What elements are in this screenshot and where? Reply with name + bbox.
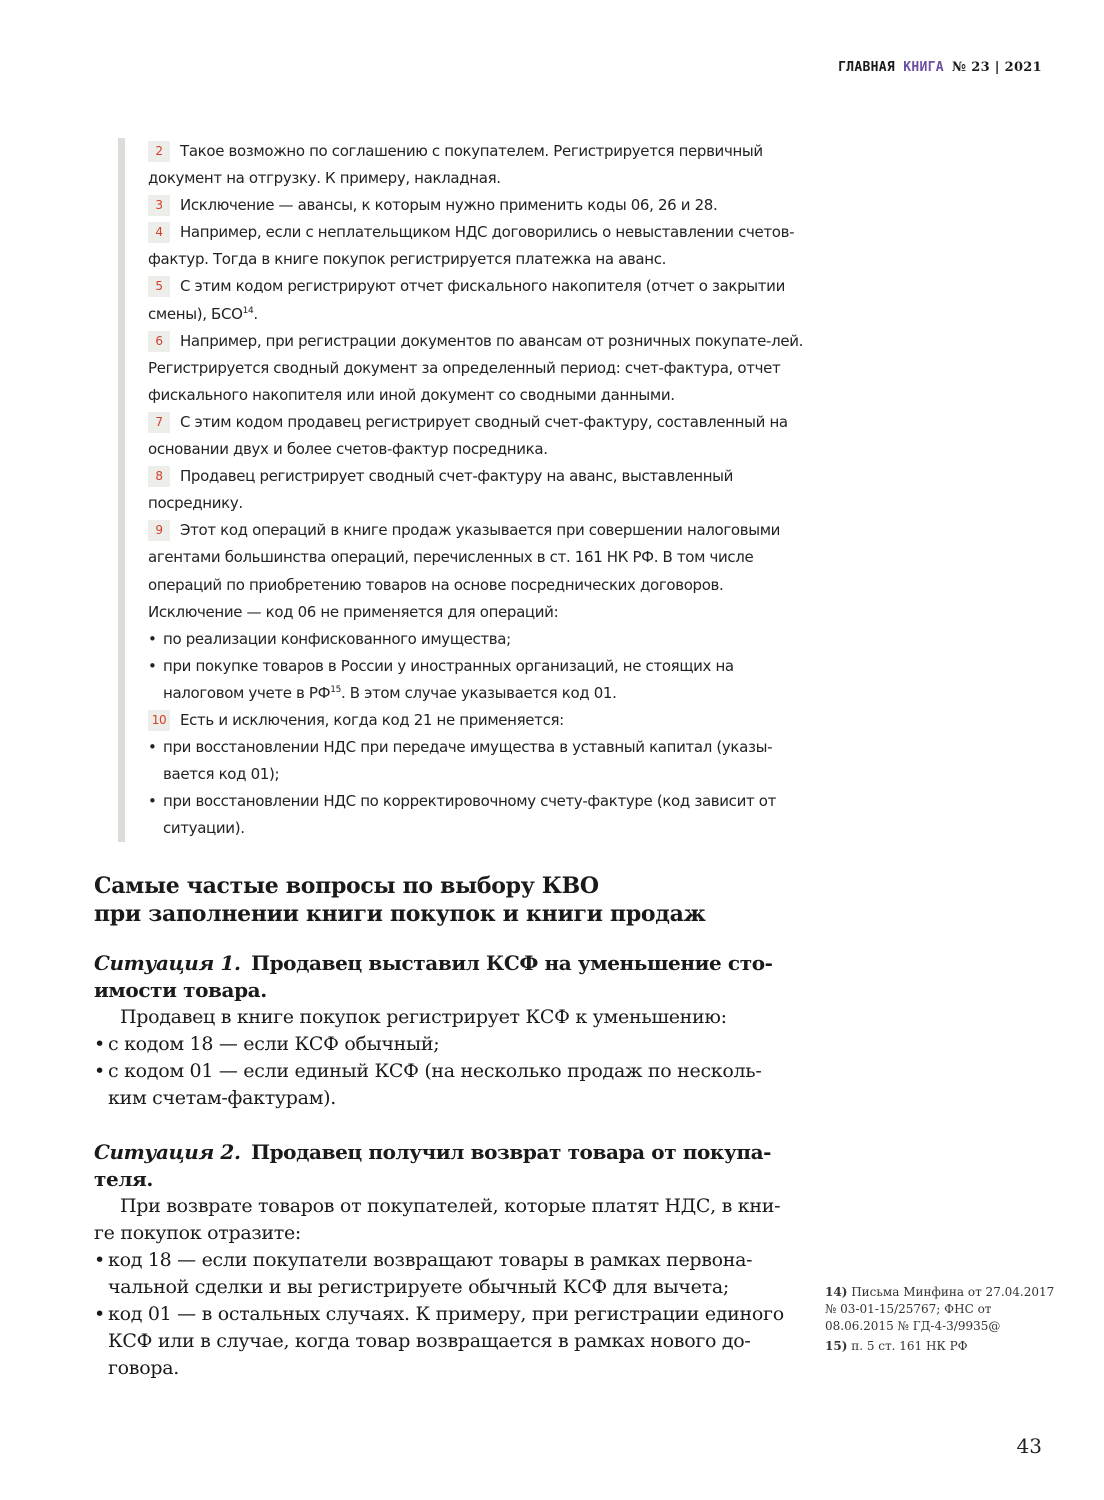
footnote-ref: 14 [242,305,254,316]
note-tail: . [253,304,258,323]
footnote-number: 14) [825,1285,848,1299]
section-title-line-2: при заполнении книги покупок и книги продаж [94,901,706,927]
situation-2-heading [94,1139,784,1193]
masthead [838,60,1042,75]
situation-1-bullet-1: • с кодом 18 — если КСФ обычный; [94,1031,784,1058]
situation-label: Ситуация 2. [94,1140,241,1164]
note-7 [148,409,808,463]
situation-2-bullet-1: • код 18 — если покупатели возвращают товары в рамках первона-чальной сделки и вы регистрируете обычный КСФ для вычета; [94,1247,784,1301]
note-text: Например, при регистрации документов по авансам от розничных покупате-лей. Регистрируется сводный документ за определенный период: счет-фактура, отчет фискального накопителя или иной документ со сводными данными. [148,331,804,404]
note-9-exception: Исключение — код 06 не применяется для операций: [148,602,559,621]
notes-block [118,138,808,842]
note-number: 8 [148,466,170,487]
note-number: 10 [148,710,170,731]
bullet-text: при покупке товаров в России у иностранных организаций, не стоящих на налоговом учете в РФ [163,656,734,702]
situation-title: Продавец получил возврат товара от покупа-теля. [94,1140,772,1191]
note-text: Например, если с неплательщиком НДС договорились о невыставлении счетов-фактур. Тогда в книге покупок регистрируется платежка на аванс. [148,223,795,269]
situation-2-bullet-2: • код 01 — в остальных случаях. К примеру, при регистрации единого КСФ или в случае, когда товар возвращается в рамках нового до-говора. [94,1301,784,1382]
note-number: 4 [148,222,170,243]
note-4 [148,219,808,273]
note-text: Такое возможно по соглашению с покупателем. Регистрируется первичный документ на отгрузку. К примеру, накладная. [148,142,763,188]
issue-number: № 23 | 2021 [951,60,1042,75]
note-10 [148,707,808,734]
note-text: С этим кодом продавец регистрирует сводный счет-фактуру, составленный на основании двух и более счетов-фактур посредника. [148,412,788,459]
note-8 [148,463,808,517]
note-text: С этим кодом регистрируют отчет фискального накопителя (отчет о закрытии смены), БСО [148,277,785,323]
note-text: Исключение — авансы, к которым нужно применить коды 06, 26 и 28. [180,196,718,215]
masthead-title: ГЛАВНАЯ [838,60,896,75]
main-article [94,872,784,1382]
note-2 [148,138,808,192]
masthead-title-accent: КНИГА [903,60,944,75]
situation-1-bullet-2: • с кодом 01 — если единый КСФ (на несколько продаж по несколь-ким счетам-фактурам). [94,1058,784,1112]
note-number: 6 [148,331,170,352]
footnote-text: Письма Минфина от 27.04.2017 № 03-01-15/25767; ФНС от 08.06.2015 № ГД-4-3/9935@ [825,1285,1055,1333]
note-number: 7 [148,412,170,433]
note-number: 2 [148,141,170,162]
footnote-14 [825,1284,1055,1335]
note-10-bullet-2: • при восстановлении НДС по корректировочному счету-фактуре (код зависит от ситуации). [148,788,808,842]
note-number: 9 [148,520,170,541]
note-number: 3 [148,195,170,216]
footnote-15 [825,1338,1055,1355]
note-10-bullet-1: • при восстановлении НДС при передаче имущества в уставный капитал (указы-вается код 01); [148,734,808,788]
situation-2-intro: При возврате товаров от покупателей, которые платят НДС, в кни-ге покупок отразите: [94,1195,781,1244]
situation-title: Продавец выставил КСФ на уменьшение сто-имости товара. [94,951,773,1002]
section-title-line-1: Самые частые вопросы по выбору КВО [94,873,599,899]
page-number: 43 [1016,1434,1042,1458]
note-3 [148,192,808,219]
note-9-bullet-2 [148,653,808,707]
footnotes [825,1284,1055,1358]
situation-label: Ситуация 1. [94,951,241,975]
note-text: Этот код операций в книге продаж указывается при совершении налоговыми агентами большинства операций, перечисленных в ст. 161 НК РФ. В том числе операций по приобретению товаров на основе посреднических договоров. [148,521,781,594]
situation-1-heading [94,950,784,1004]
note-text: Есть и исключения, когда код 21 не применяется: [180,710,564,729]
note-6 [148,328,808,409]
bullet-tail: . В этом случае указывается код 01. [340,683,617,702]
note-number: 5 [148,276,170,297]
section-title [94,872,784,928]
note-5 [148,273,808,327]
note-9 [148,517,808,598]
note-9-bullet-1: • по реализации конфискованного имущества; [148,626,808,653]
situation-1-intro: Продавец в книге покупок регистрирует КСФ к уменьшению: [120,1006,727,1028]
footnote-number: 15) [825,1339,848,1353]
footnote-text: п. 5 ст. 161 НК РФ [851,1339,968,1353]
note-text: Продавец регистрирует сводный счет-фактуру на аванс, выставленный посреднику. [148,467,734,513]
footnote-ref: 15 [330,684,341,695]
